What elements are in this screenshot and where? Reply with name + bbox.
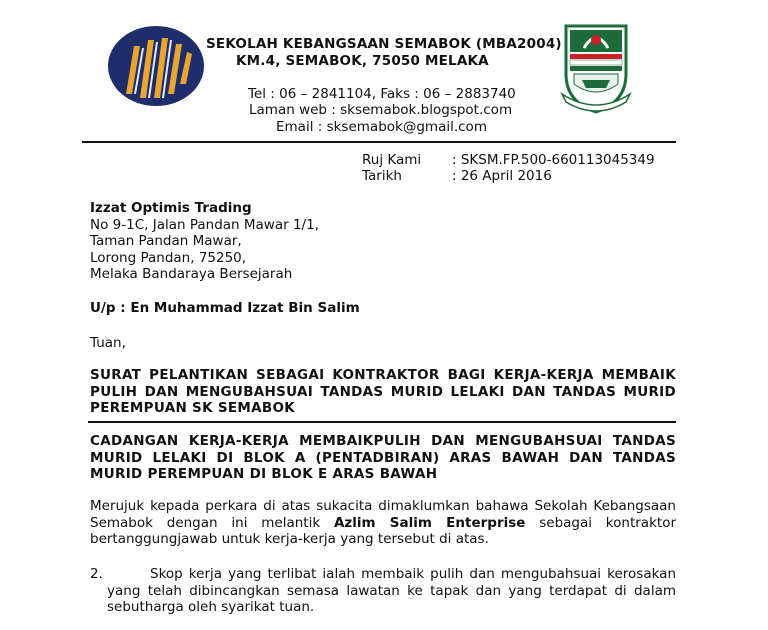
header-divider (82, 141, 676, 143)
date-label: Tarikh (362, 168, 402, 184)
date-value: : 26 April 2016 (452, 168, 552, 184)
school-address: KM.4, SEMABOK, 75050 MELAKA (236, 53, 489, 69)
paragraph-1-text: Merujuk kepada perkara di atas sukacita dimaklumkan bahawa Sekolah Kebangsaan Semabok dengan ini melantik (90, 498, 676, 531)
contractor-name: Azlim Salim Enterprise (333, 514, 526, 531)
subject-divider (88, 421, 676, 423)
email: Email : sksemabok@gmail.com (276, 119, 487, 135)
address-line: Melaka Bandaraya Bersejarah (90, 265, 293, 282)
website: Laman web : sksemabok.blogspot.com (249, 102, 513, 118)
school-logo-left (106, 24, 206, 108)
phone-fax: Tel : 06 – 2841104, Faks : 06 – 2883740 (248, 86, 516, 102)
address-line: No 9-1C, Jalan Pandan Mawar 1/1, (90, 217, 319, 233)
paragraph-1 (90, 498, 676, 548)
paragraph-1-text-end: sebagai kontraktor bertanggungjawab untuk kerja-kerja yang tersebut di atas. (90, 514, 676, 547)
paragraph-2: Skop kerja yang terlibat ialah membaik pulih dan mengubahsuai kerosakan yang telah dibincangkan semasa lawatan ke tapak dan yang terdapat di dalam sebutharga oleh syarikat tuan. (107, 566, 676, 615)
letter-subject: SURAT PELANTIKAN SEBAGAI KONTRAKTOR BAGI KERJA-KERJA MEMBAIK PULIH DAN MENGUBAHSUAI TANDAS MURID LELAKI DAN TANDAS MURID PEREMPUAN SK SEMABOK (90, 367, 676, 416)
ref-label: Ruj Kami (362, 152, 422, 168)
paragraph-2-number: 2. (90, 566, 103, 582)
recipient-address (90, 217, 319, 282)
school-name: SEKOLAH KEBANGSAAN SEMABOK (MBA2004) (206, 36, 562, 52)
salutation: Tuan, (90, 335, 126, 351)
project-title: CADANGAN KERJA-KERJA MEMBAIKPULIH DAN MENGUBAHSUAI TANDAS MURID LELAKI DI BLOK A (PENTADBIRAN) ARAS BAWAH DAN TANDAS MURID PEREMPUAN DI BLOK E ARAS BAWAH (90, 433, 676, 482)
address-line: Taman Pandan Mawar, (90, 233, 242, 250)
school-crest (560, 22, 632, 114)
address-line: Lorong Pandan, 75250, (90, 249, 247, 266)
recipient-name: Izzat Optimis Trading (90, 200, 252, 216)
ref-value: : SKSM.FP.500-660113045349 (452, 152, 655, 168)
attention-line: U/p : En Muhammad Izzat Bin Salim (90, 300, 360, 316)
